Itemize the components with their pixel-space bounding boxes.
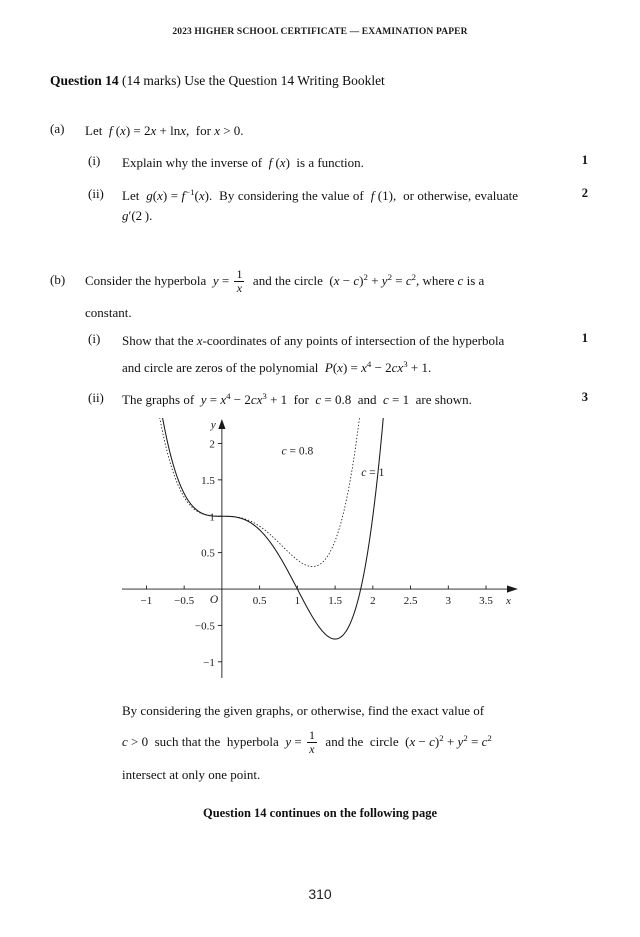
part-b-stem: Consider the hyperbola y = $\frac{1}{x}$ and the circle $(x - c)^2 + y^2 = c^2$, where c is a constant. bbox=[85, 267, 485, 321]
svg-text:1: 1 bbox=[294, 595, 301, 608]
svg-text:y: y bbox=[210, 419, 216, 431]
svg-text:−1: −1 bbox=[203, 656, 215, 669]
svg-text:2: 2 bbox=[209, 438, 215, 451]
fraction-one-over-x: $\frac{1}{x}$ bbox=[236, 267, 243, 295]
question-marks: (14 marks) bbox=[122, 73, 181, 88]
svg-text:−1: −1 bbox=[140, 595, 153, 608]
svg-text:O: O bbox=[209, 594, 219, 607]
svg-text:1: 1 bbox=[209, 511, 215, 524]
question-number: Question 14 bbox=[50, 73, 119, 88]
question-booklet: Use the Question 14 Writing Booklet bbox=[184, 73, 385, 88]
part-b-label: (b) bbox=[50, 272, 66, 287]
svg-text:1.5: 1.5 bbox=[201, 474, 215, 487]
part-a-ii-marks: 2 bbox=[581, 186, 588, 200]
curve-c-1 bbox=[161, 418, 384, 639]
part-b-i-text: Show that the x-coordinates of any points of intersection of the hyperbola and circle are zeros of the polynomial $P(x) = x^4 - 2cx^3 + 1$. bbox=[122, 333, 505, 376]
page-number: 310 bbox=[308, 886, 332, 902]
closing-line-3: intersect at only one point. bbox=[122, 767, 261, 783]
svg-text:0.5: 0.5 bbox=[252, 595, 267, 608]
plot-svg bbox=[120, 418, 520, 680]
curve-label: c = 1 bbox=[361, 467, 385, 480]
part-b-ii-label: (ii) bbox=[88, 390, 104, 405]
svg-text:−0.5: −0.5 bbox=[194, 620, 215, 633]
svg-text:0.5: 0.5 bbox=[201, 547, 215, 560]
svg-text:3: 3 bbox=[445, 595, 452, 608]
part-a-i-label: (i) bbox=[88, 153, 101, 168]
part-a-stem: Let f (x) = 2x + lnx, for x > 0. bbox=[85, 123, 244, 138]
part-a-ii-text: Let $g(x) = f^{-1}(x)$. By considering the value of f (1), or otherwise, evaluate g′(2 ). bbox=[122, 187, 518, 224]
part-b-closing bbox=[122, 701, 520, 785]
svg-text:−0.5: −0.5 bbox=[174, 595, 195, 608]
part-b-ii-marks: 3 bbox=[581, 390, 588, 404]
svg-text:x: x bbox=[506, 595, 511, 608]
curve-label: c = 0.8 bbox=[281, 445, 314, 458]
part-a-i-marks: 1 bbox=[581, 153, 588, 167]
svg-text:3.5: 3.5 bbox=[479, 595, 493, 608]
part-a-i-text: Explain why the inverse of f (x) is a function. bbox=[122, 155, 364, 170]
page-header: 2023 HIGHER SCHOOL CERTIFICATE — EXAMINATION PAPER bbox=[172, 27, 468, 37]
continues-notice: Question 14 continues on the following page bbox=[202, 806, 438, 820]
part-b-i-marks: 1 bbox=[581, 331, 588, 345]
svg-text:1.5: 1.5 bbox=[328, 595, 342, 608]
polynomial-graph bbox=[120, 418, 520, 680]
part-b-i-label: (i) bbox=[88, 331, 101, 346]
svg-text:2.5: 2.5 bbox=[403, 595, 418, 608]
part-a-label: (a) bbox=[50, 121, 65, 136]
fraction-one-over-x-2: $\frac{1}{x}$ bbox=[308, 728, 315, 756]
part-b-ii-text: The graphs of $y = x^4 - 2cx^3 + 1$ for c = 0.8 and c = 1 are shown. bbox=[122, 391, 472, 407]
part-a-ii-label: (ii) bbox=[88, 186, 104, 201]
curve-c-0-8 bbox=[158, 418, 360, 567]
closing-line-1: By considering the given graphs, or otherwise, find the exact value of bbox=[122, 703, 485, 718]
page-title bbox=[50, 73, 385, 89]
closing-line-2: c > 0 such that the hyperbola y = $\frac{1}{x}$ and the circle $(x - c)^2 + y^2 = c^2$ bbox=[122, 728, 492, 756]
svg-text:2: 2 bbox=[370, 595, 376, 608]
